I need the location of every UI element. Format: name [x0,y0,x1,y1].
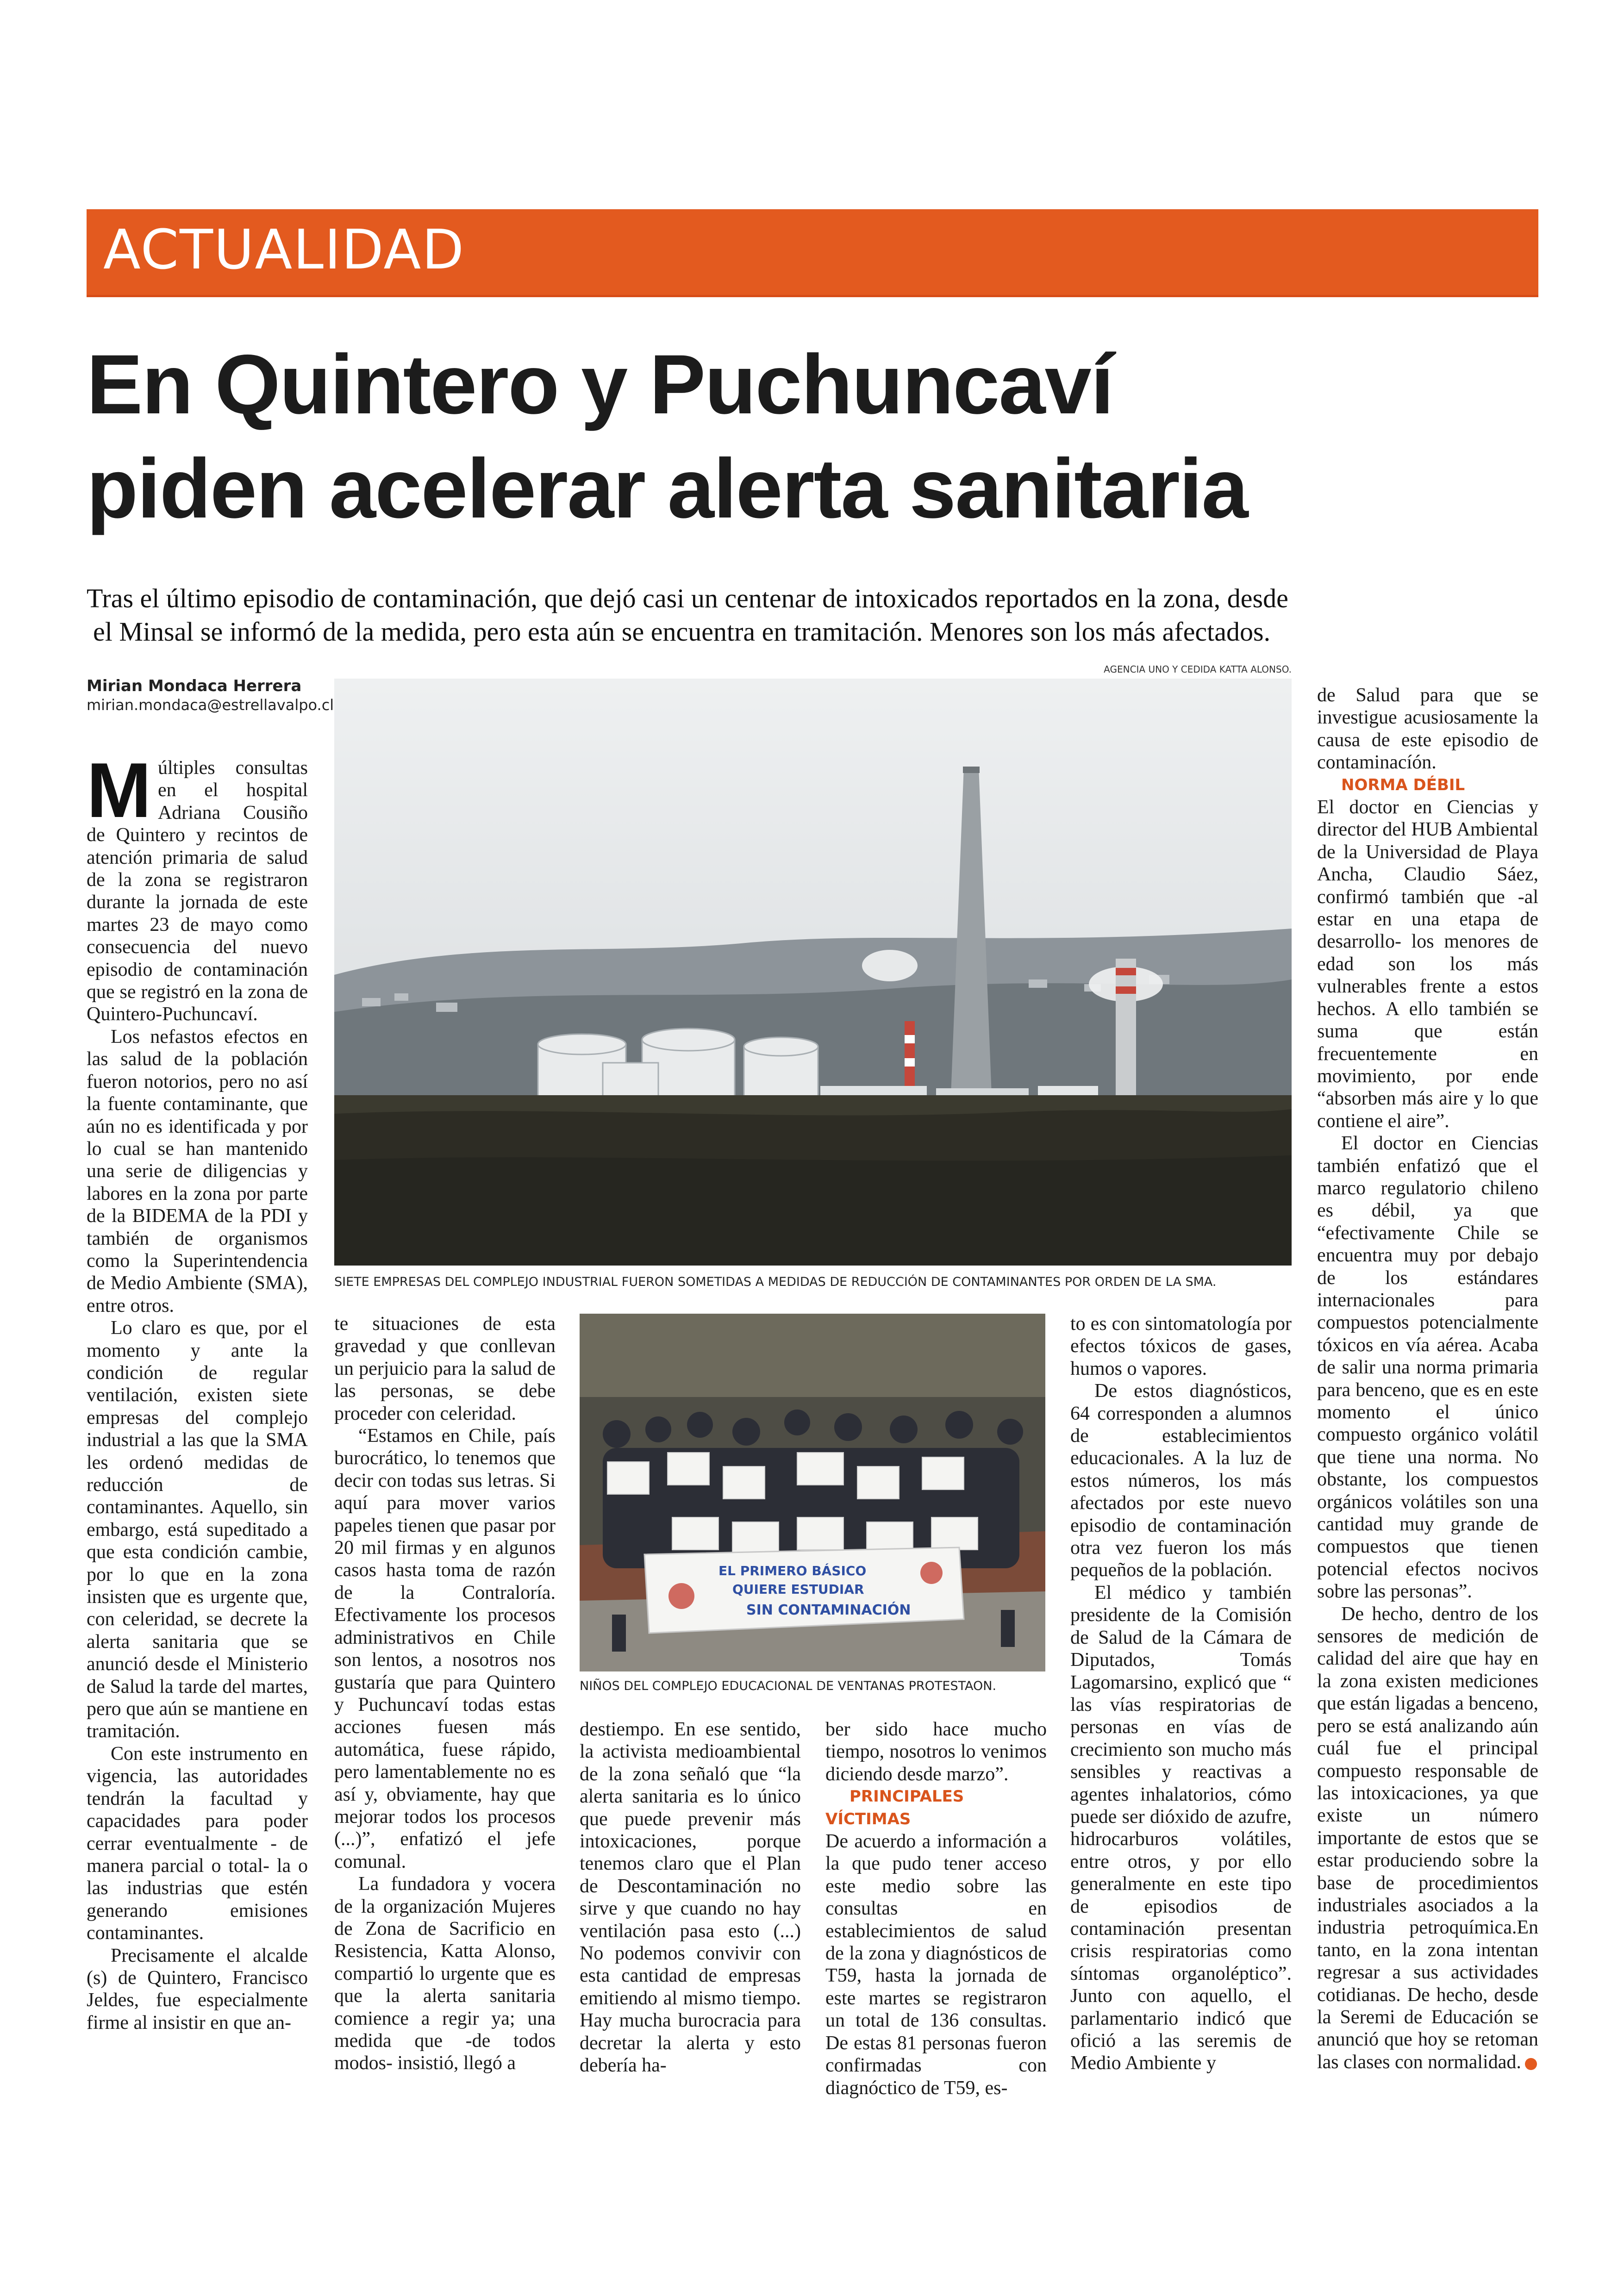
section-header [87,209,1538,295]
article-paragraph: Con este instrumento en vigencia, las autoridades tendrán la facultad y capacidades para poder cerrar eventualmente - de manera parcial o total- la o las industrias que estén generando emisiones contaminantes. [87,1743,308,1944]
article-paragraph: to es con sintomatología por efectos tóxicos de gases, humos o vapores. [1070,1313,1292,1379]
article-paragraph: De acuerdo a información a la que pudo tener acceso este medio sobre las consultas en establecimientos de salud de la zona y diagnósticos de T59, hasta la jornada de este martes se registraron un total de 136 consultas. De estas 81 personas fueron confirmadas con diagnóctico de T59, es- [825,1831,1047,2099]
section-rule [87,295,1538,297]
byline-email: mirian.mondaca@estrellavalpo.cl [87,696,334,714]
article-paragraph: destiempo. En ese sentido, la activista medioambiental de la zona señaló que “la alerta sanitaria es lo único que puede prevenir más intoxicaciones, porque tenemos claro que el Plan de Descontaminación no sirve y que cuando no hay ventilación pasa esto (...) No podemos convivir con esta cantidad de empresas emitiendo al mismo tiempo. Hay mucha burocracia para decretar la alerta y esto debería ha- [580,1719,801,2077]
deck-line-2: el Minsal se informó de la medida, pero esta aún se encuentra en tramitación. Menores son los más afectados. [93,617,1271,647]
article-paragraph: De estos diagnósticos, 64 corresponden a alumnos de establecimientos educacionales. A la luz de estos números, los más afectados por este nuevo episodio de contaminación otra vez fueron los más pequeños de la población. [1070,1380,1292,1581]
article-paragraph-1: Múltiples consultas en el hospital Adriana Cousiño de Quintero y recintos de atención primaria de salud de la zona se registraron durante la jornada de este martes 23 de mayo como consecuencia del nuevo episodio de contaminación que se registró en la zona de Quintero-Puchuncaví. [87,757,308,1025]
subhead-principales-victimas: PRINCIPALES VÍCTIMAS [825,1787,964,1828]
article-column-1 [87,757,308,2099]
article-paragraph: “Estamos en Chile, país burocrático, lo tenemos que decir con todas sus letras. Si aquí para mover varios papeles tienen que pasar por 20 mil firmas y en algunos casos hasta toma de razón de la Contraloría. Efectivamente los procesos administrativos en Chile son lentos, a nosotros nos gustaría que para Quintero y Puchuncaví todas estas acciones fuesen más automática, fuese rápido, pero lamentablemente no es así y, obviamente, hay que mejorar todos los procesos (...)”, enfatizó el jefe comunal. [334,1425,556,1872]
headline [87,332,1538,541]
headline-line-2: piden acelerar alerta sanitaria [87,441,1248,536]
protest-photo-caption: NIÑOS DEL COMPLEJO EDUCACIONAL DE VENTANAS PROTESTAON. [580,1679,997,1693]
deck [87,582,1538,649]
deck-line-1: Tras el último episodio de contaminación, que dejó casi un centenar de intoxicados reportados en la zona, desde [87,583,1288,613]
article-paragraph: El doctor en Ciencias y director del HUB Ambiental de la Universidad de Playa Ancha, Claudio Sáez, confirmó también que -al estar en una etapa de desarrollo- los menores de edad son los más vulnerables frente a estos hechos. A ello también se suma que están frecuentemente en movimiento, por ende “absorben más aire y lo que contiene el aire”. [1317,797,1538,1132]
byline-author: Mirian Mondaca Herrera [87,677,302,695]
protest-photo [580,1314,1045,1671]
subhead-norma-debil: NORMA DÉBIL [1341,775,1465,794]
section-label: ACTUALIDAD [103,218,465,281]
article-paragraph: Lo claro es que, por el momento y ante la condición de regular ventilación, existen siete empresas del complejo industrial a las que la SMA les ordenó medidas de reducción de contaminantes. Aquello, sin embargo, está supeditado a que esta condición cambie, por lo que en la zona insisten que es urgente que, con celeridad, se decrete la alerta sanitaria que se anunció desde el Ministerio de Salud la tarde del martes, pero que aún se mantiene en tramitación. [87,1317,308,1742]
headline-line-1: En Quintero y Puchuncaví [87,337,1113,431]
photo-credit: AGENCIA UNO Y CEDIDA KATTA ALONSO. [1104,664,1292,675]
industrial-photo-graphic [334,679,1292,1266]
article-paragraph: ber sido hace mucho tiempo, nosotros lo venimos diciendo desde marzo”. [825,1719,1047,1785]
article-column-4 [825,1718,1047,2102]
banner-line-2: QUIERE ESTUDIAR [732,1582,864,1597]
article-paragraph: Los nefastos efectos en las salud de la población fueron notorios, pero no así la fuente contaminante, que aún no es identificada y por lo cual se han mantenido una serie de diligencias y labores en la zona por parte de la BIDEMA de la PDI y también de organismos como la Superintendencia de Medio Ambiente (SMA), entre otros. [87,1026,308,1316]
article-column-3 [580,1718,801,2102]
dropcap: M [87,757,151,834]
article-paragraph: Precisamente el alcalde (s) de Quintero, Francisco Jeldes, fue especialmente firme al insistir en que an- [87,1945,308,2033]
article-paragraph: El médico y también presidente de la Comisión de Salud de la Cámara de Diputados, Tomás Lagomarsino, explicó que “ las vías respiratorias de personas en vías de crecimiento son mucho más sensibles y reactivas a agentes inhalatorios, cómo puede ser dióxido de azufre, hidrocarburos volátiles, entre otros, y por ello generalmente en este tipo de episodios de contaminación presentan crisis respiratorias como síntomas organoléptico”. Junto con aquello, el parlamentario indicó que ofició a las seremis de Medio Ambiente y [1070,1582,1292,2074]
article-column-5 [1070,1313,1292,2100]
article-paragraph: La fundadora y vocera de la organización Mujeres de Zona de Sacrificio en Resistencia, Katta Alonso, compartió lo urgente que es que la alerta sanitaria comience a regir ya; una medida que -de todos modos- insistió, llegó a [334,1873,556,2074]
article-paragraph: El doctor en Ciencias también enfatizó que el marco regulatorio chileno es débil, ya que “efectivamente Chile se encuentra muy por debajo de los estándares internacionales para compuestos potencialmente tóxicos en vía aérea. Acaba de salir una norma primaria para benceno, que es en este momento el único compuesto orgánico volátil que tiene una norma. No obstante, los compuestos orgánicos volátiles son una cantidad muy grande de compuestos que tienen potencial efectos nocivos sobre las personas”. [1317,1133,1538,1603]
article-paragraph: de Salud para que se investigue acusiosamente la causa de este episodio de contaminacíón. [1317,685,1538,773]
main-photo-caption: SIETE EMPRESAS DEL COMPLEJO INDUSTRIAL FUERON SOMETIDAS A MEDIDAS DE REDUCCIÓN DE CONTAMINANTES POR ORDEN DE LA SMA. [334,1275,1217,1289]
article-paragraph: te situaciones de esta gravedad y que conllevan un perjuicio para la salud de las personas, se debe proceder con celeridad. [334,1313,556,1424]
banner-line-1: EL PRIMERO BÁSICO [718,1563,867,1578]
article-paragraph: De hecho, dentro de los sensores de medición de calidad del aire que hay en la zona existen mediciones que están ligadas a benceno, pero se está analizando aún cuál fue el principal compuesto responsable de las intoxicaciones, ya que existe un número importante de estos que se estar produciendo sobre la base de procedimientos industriales asociados a la industria petroquímica.En tanto, en la zona intentan regresar a sus actividades cotidianas. De hecho, desde la Seremi de Educación se anunció que hoy se retoman las clases con normalidad. [1317,1603,1538,2073]
article-column-6 [1317,684,1538,2101]
industrial-complex-photo [334,679,1292,1266]
protest-photo-graphic [580,1314,1045,1671]
banner-line-3: SIN CONTAMINACIÓN [746,1602,911,1618]
end-of-article-icon [1525,2058,1537,2070]
article-column-2 [334,1313,556,2100]
